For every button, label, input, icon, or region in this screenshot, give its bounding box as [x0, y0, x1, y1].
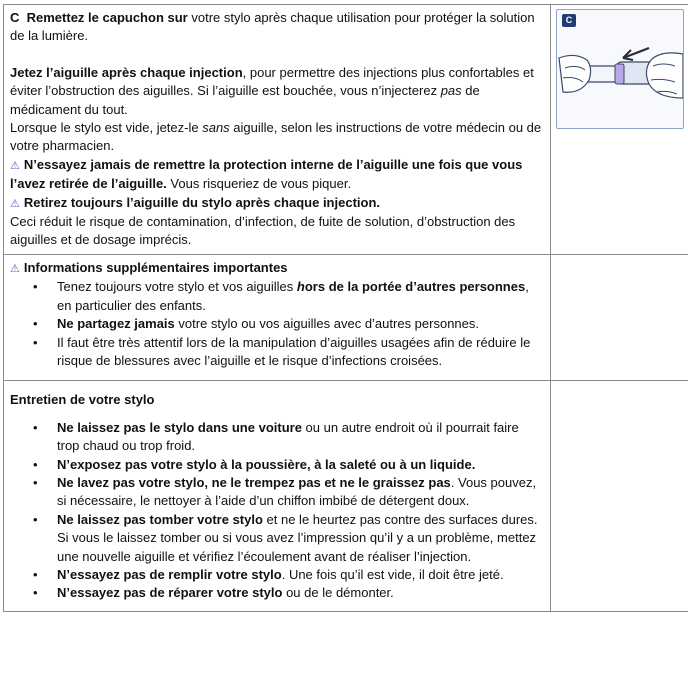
care-b1-bold: Ne laissez pas le stylo dans une voiture [57, 419, 302, 435]
empty-pen-paragraph [10, 119, 544, 156]
p3-start: Lorsque le stylo est vide, jetez-le [10, 120, 203, 136]
row-important-info [4, 254, 688, 380]
b3-text: Il faut être très attentif lors de la manipulation d’aiguilles usagées afin de réduire le risque de blessures avec l’aiguille et le risque d’infections croisées. [57, 334, 531, 368]
list-item [57, 474, 544, 511]
p2-end: de médicament du tout. [10, 83, 480, 117]
b1-end: , en particulier des enfants. [57, 279, 529, 313]
care-b3-bold: Ne lavez pas votre stylo, ne le trempez pas et ne le graissez pas [57, 474, 451, 490]
section-c-text [4, 5, 551, 255]
warning-triangle-icon: ⚠ [10, 159, 20, 172]
pen-care-text [4, 381, 551, 611]
important-info-list [10, 278, 544, 370]
p2-italic: pas [440, 83, 462, 99]
list-item [57, 315, 544, 333]
care-b4-bold: Ne laissez pas tomber votre stylo [57, 511, 263, 527]
step-letter: C [10, 10, 20, 25]
p2-rest: , pour permettre des injections plus confortables et éviter l’obstruction des aiguilles. Si l’aiguille est bouchée, vous n’injecterez [10, 64, 534, 99]
b2-end: votre stylo ou vos aiguilles avec d’autres personnes. [174, 316, 479, 332]
pen-care-heading [10, 391, 544, 409]
p3-italic: sans [202, 120, 230, 136]
list-item [57, 334, 544, 371]
section-c-illustration-cell [551, 5, 688, 255]
list-item [57, 456, 544, 474]
care-b5-end: . Une fois qu’il est vide, il doit être jeté. [281, 566, 504, 582]
warn1-rest: Vous risqueriez de vous piquer. [166, 176, 352, 192]
care-b1-end: ou un autre endroit où il pourrait faire trop chaud ou trop froid. [57, 419, 519, 454]
lead-bold: Remettez le capuchon sur [26, 10, 188, 25]
care-b6-bold: N’essayez pas de réparer votre stylo [57, 585, 283, 601]
pen-recap-drawing [557, 10, 683, 128]
list-item [57, 584, 544, 602]
b1-start: Tenez toujours votre stylo et vos aiguilles [57, 279, 297, 295]
important-info-heading: Informations supplémentaires importantes [23, 259, 288, 275]
lead-rest: votre stylo après chaque utilisation pour protéger la solution de la lumière. [10, 10, 535, 44]
care-b5-bold: N’essayez pas de remplir votre stylo [57, 566, 282, 582]
list-item [57, 278, 544, 315]
instructions-table [3, 4, 688, 612]
pen-cap-illustration [556, 9, 684, 129]
warning-triangle-icon: ⚠ [10, 197, 20, 210]
row-pen-care [4, 381, 688, 611]
row-section-c [4, 5, 688, 255]
warn1-bold: N’essayez jamais de remettre la protection interne de l’aiguille une fois que vous l’avez retirée de l’aiguille. [10, 156, 523, 192]
list-item [57, 419, 544, 456]
step-badge: C [562, 14, 576, 27]
empty-cell [551, 254, 688, 380]
p2-bold: Jetez l’aiguille après chaque injection [10, 64, 243, 80]
empty-cell [551, 381, 688, 611]
b1-italic: h [296, 279, 305, 295]
pen-care-list [10, 419, 544, 603]
list-item [57, 566, 544, 584]
pen-care-heading-text: Entretien de votre stylo [10, 392, 155, 408]
care-b4-end: et ne le heurtez pas contre des surfaces dures. Si vous le laissez tomber ou si vous avez l’impression qu’il y a un problème, mettez une nouvelle aiguille et vérifiez l’écoulement avant de réaliser l’injection. [57, 511, 538, 564]
b1-bold: ors de la portée d’autres personnes [304, 279, 526, 295]
important-info-heading-line [10, 259, 544, 278]
risk-paragraph: Ceci réduit le risque de contamination, d’infection, de fuite de solution, d’obstruction des aiguilles et de dosage imprécis. [10, 214, 516, 248]
warning-triangle-icon: ⚠ [10, 262, 20, 275]
needle-disposal-paragraph [10, 64, 544, 119]
warn2-bold: Retirez toujours l’aiguille du stylo après chaque injection. [23, 194, 380, 210]
important-info-text [4, 254, 551, 380]
care-b6-end: ou de le démonter. [282, 585, 394, 601]
warning-1 [10, 156, 544, 194]
care-b3-end: . Vous pouvez, si nécessaire, le nettoyer à l’aide d’un chiffon imbibé de détergent doux. [57, 474, 537, 509]
p3-end: aiguille, selon les instructions de votre médecin ou de votre pharmacien. [10, 120, 542, 154]
list-item [57, 511, 544, 566]
warning-2 [10, 194, 544, 213]
b2-bold: Ne partagez jamais [57, 316, 175, 332]
care-b2-bold: N’exposez pas votre stylo à la poussière, à la saleté ou à un liquide. [57, 456, 476, 472]
section-c-lead [10, 9, 544, 46]
